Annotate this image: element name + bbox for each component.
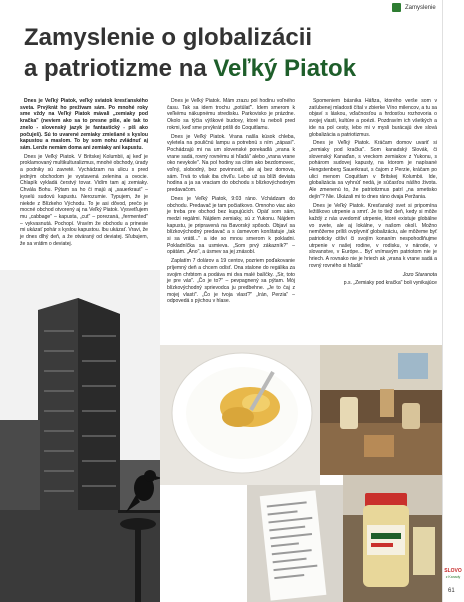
- logo-text: SLOVO: [444, 568, 462, 574]
- receipt-illustration: [247, 485, 343, 602]
- title-line1: Zamyslenie o globalizácii: [24, 24, 313, 51]
- receipt-photo: [247, 485, 343, 602]
- section-marker-icon: [392, 3, 401, 12]
- sauerkraut-jar-illustration: [343, 475, 442, 602]
- lead-paragraph: Dnes je Veľký Piatok, veľký sviatok kresťanského sveta. Prvýkrát ho prežívam sám. Po mnohé roky sme vždy na Veľký Piatok mávali „zemiaky pod kračka" (neviem ako sa to presne píše, ale tak to znelo - slovenský jazyk je fantastický - píš ako počuješ). Sú to uvarené zemiaky zmiešané s kyslou kapustou a maslom. To by som nohu zvládnuť aj sám. Lenže nemám doma ani zemiaky ani kapustu.: [20, 98, 148, 151]
- postscript: p.s. „Zemiaky pod kračka" boli vynikajúce: [343, 280, 437, 287]
- section-tag: [392, 3, 436, 12]
- paragraph: Dnes je Veľký Piatok. Kresťanský svet si pripomína ležiškovo utrpenie a smrť. Je to tiež deň, kedy si môže každý z nás uvedomiť utrpenie, ktoré existuje globálne vo svete, ale aj lokálne, v našom okolí. Možno nemôžeme príliš ovplyvniť globalizáciu, ale môžeme byť patrioticky citliví či svojím konaním nespohodlňujme utrpenie v našej rodine, v rodisku, v národe, v slovanstve, v Európe... Byť vnímavým patriotom nie je hriech. A rovnako nie je hriech ak „vrana k vrane sadá a rovný rovného si hľadá": [309, 202, 437, 269]
- article-title: [24, 22, 454, 84]
- sauerkraut-jar-photo: [343, 475, 442, 602]
- title-brand: Veľký Piatok: [213, 55, 357, 82]
- author-signature: Jozo Staranota: [402, 271, 437, 278]
- column-1: [20, 98, 148, 249]
- column-3: [309, 98, 437, 289]
- jars-illustration: [320, 345, 442, 475]
- margin-rule: [442, 0, 443, 602]
- city-crow-photo: [0, 270, 160, 602]
- paragraph: Dnes je Veľký Piatok, 9:03 ráno. Vchádzam do obchodu. Predavač je tam počiatkovo. Omnoho viac ako je treba pre obchod bez kupujúcich. Opäť som sám, medzi regálmi. Nájdem zemiaky, sú z Yukonu. Nájdem kapustu, je pripravená na Bavorský spôsob. Objaví sa blízkovýchodný predavač a s úsmevom konštatuje „tak si sa vrátil..." a ide so mnou smerom k pokladni. Pokladníčka sa usmieva. „Som prvý zákazník?" – opätám. „Áno", a úsmev sa jej znásobí.: [167, 195, 295, 256]
- column-2: [167, 98, 295, 307]
- paragraph: Spomeniem básnika Háfiza, ktorého verše som v zaťubenej mladosti čítal v zbierke Víno milencov, a tu sa objaví s láskou, vďačnosťou a hrdosťou rozhovoria o svojej vlasti, kultúre a poézii. Pozdravím ich všetkých a ide na pol cesty, lebo mi v mysli burácajú dve slová globalizácia a patriotizmus.: [309, 98, 437, 138]
- paragraph: Dnes je Veľký Piatok. Kráčam domov uvariť si „zemiaky pod kračka". Som kanadský Slovák, či slovenský Kanaďan, s vreckom zemiakov z Yukonu, s pohárom sudovej kapusty, na ktorom je napísané Hengstenberg Sauerkraut, s čajom z Perzie, kráčam po ulici menom Coquitlam v Britskej Kolumbii. Ide, globalizácia sa vyhnúť nedá, je súčasťou nášho života. Ale zmenenú to, že patriotizmus patrí „na smetisko dejín"? Nie. Ukázali mi to dnes ráno dvaja Peržania.: [309, 140, 437, 200]
- magazine-logo: [444, 568, 462, 580]
- title-line2: a patriotizme na: [24, 55, 214, 82]
- plate-illustration: [160, 345, 320, 485]
- city-crow-illustration: [0, 270, 160, 602]
- page-number: 61: [448, 588, 455, 594]
- food-plate-photo: [160, 345, 320, 485]
- paragraph: Dnes je Veľký Piatok. V Britskej Kolumbii, aj keď je proklamovaný multikulturalizmus, mnohé obchody, úrady a podniky sú zavreté. Vychádzam na ulicu s pred jedným obchodom je vystavená zelenina a ovocie. Chlapík vykladá čerstvý tovar. Vidím tam aj zemiaky. Chvála Bohu. Pýtam sa ho či majú aj „sauerkraut" – kyselú sudovú kapustu. Nerozumie. Typujem, že je niekde z Blízkeho Východu. To je asi dôvod, prečo je mocné obchod otvorený aj na Veľký Piatok. Vysvetľujem mu „cabbage" – kapusta, „cut" – porezaná, „fermented" – vykvasnutá. Pochopí. Vravím že obchodu a prinesie mi ukázať pohár s kyslou kapustou. Ibu ukázať. Vravi, že je dnes dlhý deň, a že otváraný od deviatej. Sľubujem, že sa vrátim o deviatej.: [20, 153, 148, 247]
- section-label: Zamyslenie: [405, 4, 436, 11]
- paragraph: Dnes je Veľký Piatok. Vrana našla kúsok chleba, vyletela na pouličnú lampu a potrebnú s ním „zápasí". Pochádzajú mi na um slovenské porekadlá „vrana k vrane sadá, rovný rovnému si hľadá" alebo „vrana vrane oko nevykole". Na pol hodiny sa cítim ako bezdomovec, voľný, slobodný, bez povinností, ale aj bez domova, sám. Trvá to však iba chvíľu. Lebo už sa blíži deviata hodina a ja sa vraciam do obchodu s blízkovýchodným predavačom.: [167, 133, 295, 194]
- logo-subtext: z Kanady: [445, 575, 461, 579]
- jars-table-photo: [320, 345, 442, 475]
- paragraph: Zaplatím 7 dolárov a 19 centov, pozriem poďakovanie príjemný deň a chcem odísť. Ona stalone do regálika za svojim chrbtom a podáva mi dva malé balíčky. „Sir, toto je pre vás". „Čo je to?" – pevpagnený sa pýtam. Mój blízkovýchodný sprievodca ju predbehne. „Je to čaj z mojej vlasti". „Čo je tvoja vlasť?" „Irán, Perzia" – odpovedá s pýchou v hlase.: [167, 258, 295, 305]
- paragraph: Dnes je Veľký Piatok. Mám zrazu pol hodinu voľného času. Tak sa idem trochu „potúlať". Idem smerom k veľkému nákupnému stredisku. Parkovisko je prázdne. Okolo sa týčia výškové budovy, ktoré tu neboli pred rokmi, keď sme prvýkrát prišli do Coquitlamu.: [167, 98, 295, 131]
